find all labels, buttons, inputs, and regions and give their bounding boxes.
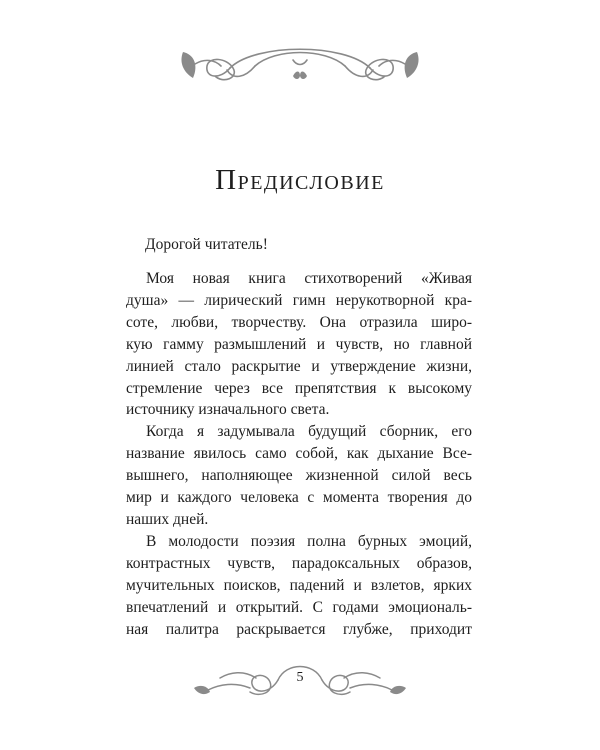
text-line: линией стало раскрытие и утверждение жизни, — [126, 357, 472, 375]
page-title: Предисловие — [215, 164, 385, 196]
text-line: В молодости поэзия полна бурных эмоций, — [146, 532, 472, 550]
body-text — [126, 268, 472, 640]
text-line: мучительных поисков, падений и взлетов, ярких — [126, 576, 472, 594]
text-line: Когда я задумывала будущий сборник, его — [146, 423, 472, 441]
text-line: соте, любви, творчеству. Она отразила широ- — [126, 313, 472, 331]
text-line: вышнего, наполняющее жизненной силой весь — [126, 467, 472, 485]
text-line: ная палитра раскрывается глубже, приходит — [126, 620, 472, 638]
text-line: стремление через все препятствия к высокому — [126, 379, 472, 397]
text-line: источнику изначального света. — [126, 401, 330, 419]
text-line: душа» — лирический гимн нерукотворной кра- — [126, 291, 472, 309]
paragraph-3 — [126, 531, 472, 641]
text-line: Моя новая книга стихотворений «Живая — [146, 270, 472, 287]
text-line: наших дней. — [126, 510, 209, 528]
page-number: 5 — [296, 670, 304, 685]
text-line: мир и каждого человека с момента творения до — [126, 489, 472, 507]
greeting: Дорогой читатель! — [145, 236, 268, 253]
paragraph-2 — [126, 421, 472, 531]
text-line: название явилось само собой, как дыхание Все- — [126, 445, 472, 463]
text-line: впечатлений и открытий. С годами эмоциональ- — [126, 598, 472, 616]
text-line: контрастных чувств, парадоксальных образов, — [126, 554, 472, 572]
top-ornament — [175, 38, 425, 88]
text-line: кую гамму размышлений и чувств, но главной — [126, 335, 472, 353]
paragraph-1 — [126, 268, 472, 421]
